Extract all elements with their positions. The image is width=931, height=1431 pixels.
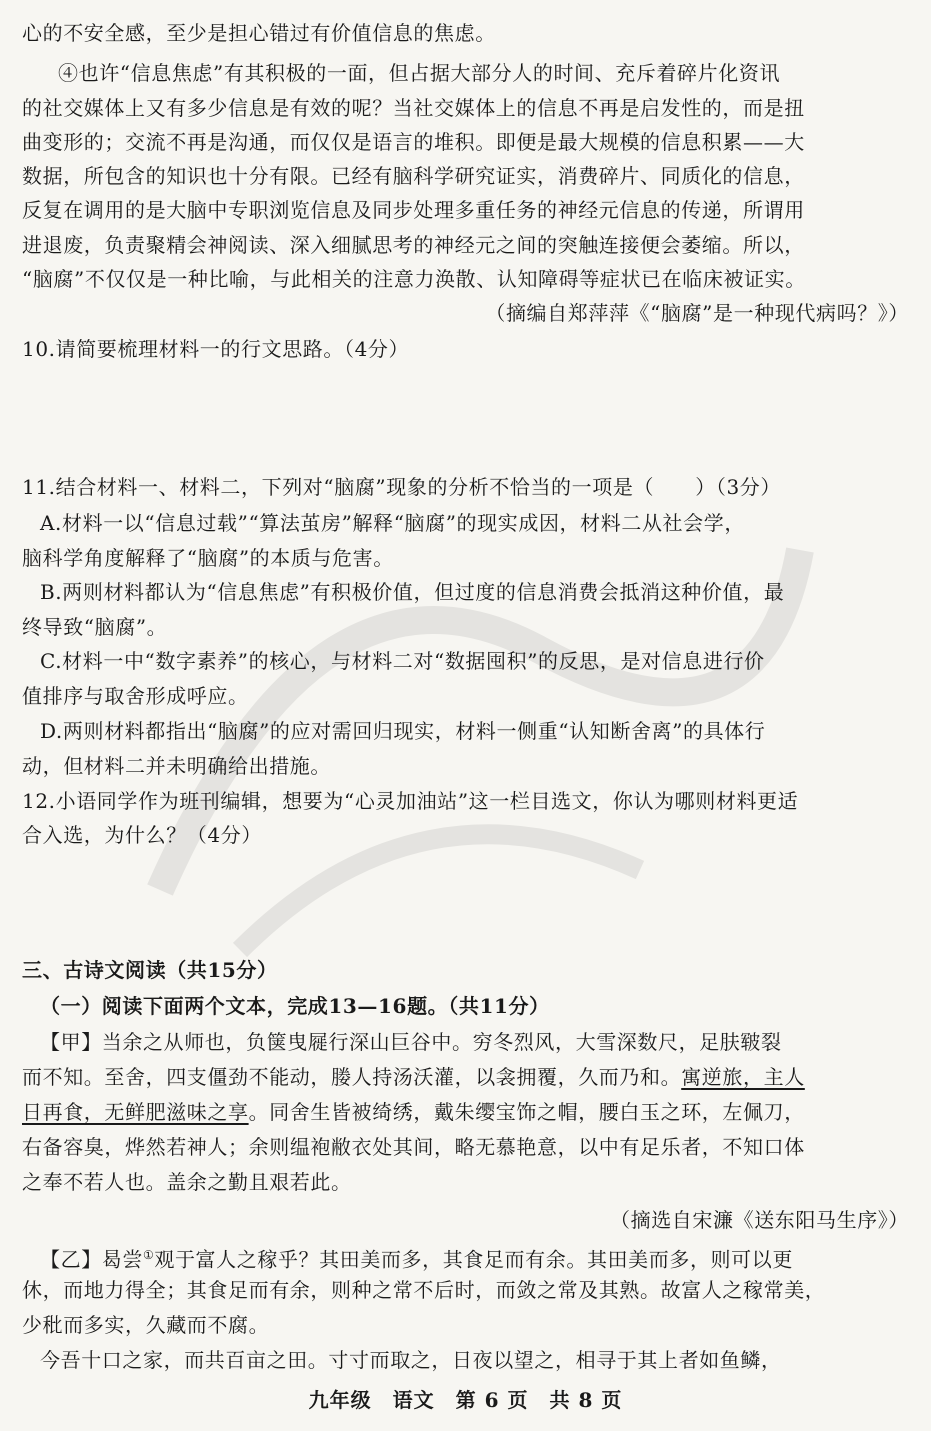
option-b-cont: 终导致“脑腐”。 [22, 615, 168, 639]
text-jia-source: （摘选自宋濂《送东阳马生序》） [610, 1208, 909, 1232]
question-10: 10.请简要梳理材料一的行文思路。（4分） [22, 337, 410, 361]
material-line: 心的不安全感，至少是担心错过有价值信息的焦虑。 [22, 21, 496, 45]
option-a-cont: 脑科学角度解释了“脑腐”的本质与危害。 [22, 546, 394, 570]
page-footer: 九年级 语文 第 6 页 共 8 页 [308, 1388, 623, 1412]
option-d-cont: 动，但材料二并未明确给出措施。 [22, 754, 331, 778]
option-b: B.两则材料都认为“信息焦虑”有积极价值，但过度的信息消费会抵消这种价值，最 [40, 580, 785, 604]
option-c: C.材料一中“数字素养”的核心，与材料二对“数据囤积”的反思，是对信息进行价 [40, 649, 765, 673]
text-jia-line [22, 1062, 913, 1092]
option-c-cont: 值排序与取舍形成呼应。 [22, 684, 249, 708]
text-jia-line: 【甲】当余之从师也，负箧曳屣行深山巨谷中。穷冬烈风，大雪深数尺，足肤皲裂 [40, 1030, 782, 1054]
material-para4-line: “脑腐”不仅仅是一种比喻，与此相关的注意力涣散、认知障碍等症状已在临床被证实。 [22, 267, 806, 291]
text-yi-line: 今吾十口之家，而共百亩之田。寸寸而取之，日夜以望之，相寻于其上者如鱼鳞， [40, 1348, 782, 1372]
text-yi-line: 少秕而多实，久藏而不腐。 [22, 1313, 270, 1337]
text-yi-segment: 【乙】曷尝 [40, 1247, 143, 1272]
text-jia-line: 之奉不若人也。盖余之勤且艰若此。 [22, 1170, 352, 1194]
material-para4-line: 数据，所包含的知识也十分有限。已经有脑科学研究证实，消费碎片、同质化的信息， [22, 164, 805, 188]
text-yi-line [40, 1240, 913, 1275]
question-12-cont: 合入选，为什么？（4分） [22, 823, 262, 847]
material-para4-line: 曲变形的；交流不再是沟通，而仅仅是语言的堆积。即便是最大规模的信息积累——大 [22, 130, 805, 154]
option-d: D.两则材料都指出“脑腐”的应对需回归现实，材料一侧重“认知断舍离”的具体行 [40, 719, 766, 743]
text-yi-segment: 观于富人之稼乎？其田美而多，其食足而有余。其田美而多，则可以更 [154, 1247, 793, 1272]
material-para4-line: ④也许“信息焦虑”有其积极的一面，但占据大部分人的时间、充斥着碎片化资讯 [58, 61, 781, 85]
material-para4-line: 的社交媒体上又有多少信息是有效的呢？当社交媒体上的信息不再是启发性的，而是扭 [22, 96, 805, 120]
material-para4-line: 进退废，负责聚精会神阅读、深入细腻思考的神经元之间的突触连接便会萎缩。所以， [22, 233, 805, 257]
text-jia-line: 右备容臭，烨然若神人；余则缊袍敝衣处其间，略无慕艳意，以中有足乐者，不知口体 [22, 1135, 805, 1159]
text-jia-segment: 。同舍生皆被绮绣，戴朱缨宝饰之帽，腰白玉之环，左佩刀， [248, 1100, 805, 1124]
text-jia-line [22, 1097, 913, 1127]
question-12: 12.小语同学作为班刊编辑，想要为“心灵加油站”这一栏目选文，你认为哪则材料更适 [22, 789, 799, 813]
option-a: A.材料一以“信息过载”“算法茧房”解释“脑腐”的现实成因，材料二从社会学， [40, 511, 745, 535]
underlined-sentence: 日再食，无鲜肥滋味之享 [22, 1100, 249, 1124]
section-title: 三、古诗文阅读（共15分） [22, 958, 278, 982]
material-source: （摘编自郑萍萍《“脑腐”是一种现代病吗？》） [485, 301, 909, 325]
underlined-sentence: 寓逆旅，主人 [681, 1065, 805, 1089]
section-subtitle: （一）阅读下面两个文本，完成13—16题。（共11分） [40, 994, 550, 1018]
text-jia-segment: 而不知。至舍，四支僵劲不能动，媵人持汤沃灌，以衾拥覆，久而乃和。 [22, 1065, 682, 1089]
question-11-stem: 11.结合材料一、材料二，下列对“脑腐”现象的分析不恰当的一项是（ ）（3分） [22, 475, 781, 499]
material-para4-line: 反复在调用的是大脑中专职浏览信息及同步处理多重任务的神经元信息的传递，所谓用 [22, 198, 805, 222]
footnote-marker: ① [143, 1248, 155, 1262]
text-yi-line: 休，而地力得全；其食足而有余，则种之常不后时，而敛之常及其熟。故富人之稼常美， [22, 1278, 826, 1302]
